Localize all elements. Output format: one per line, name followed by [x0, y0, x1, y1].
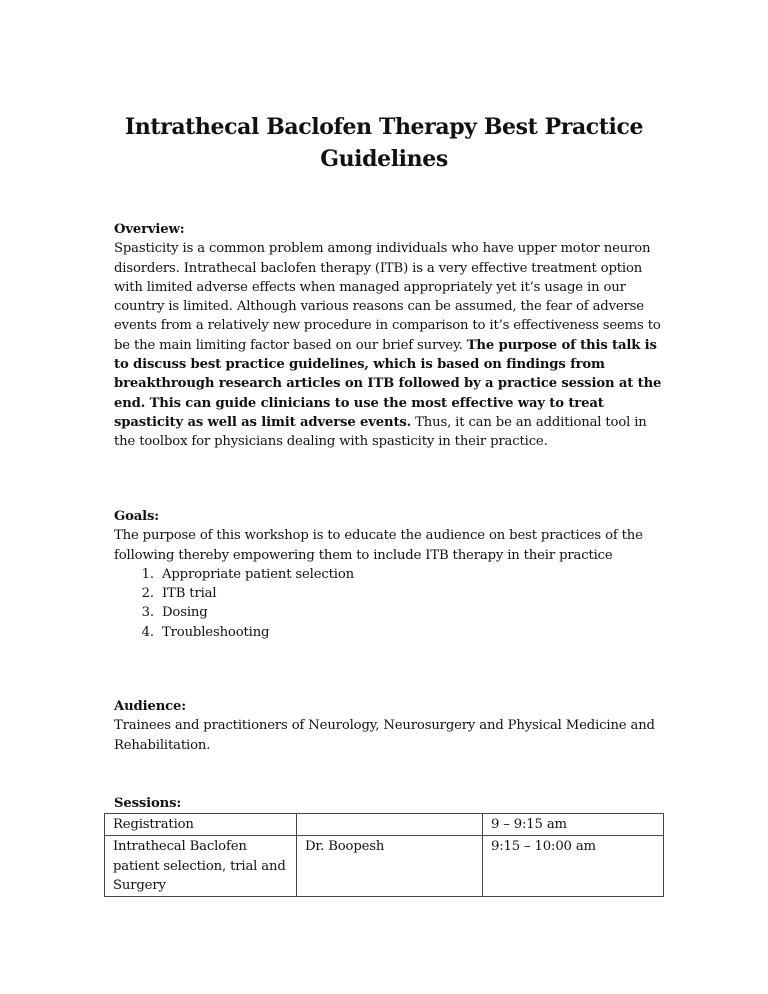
speaker-cell: [297, 814, 483, 836]
title-line-2: Guidelines: [320, 146, 448, 172]
goals-section: [114, 507, 662, 642]
overview-section: [114, 220, 662, 452]
overview-text-part-2: Thus, it can be an additional tool in the toolbox for physicians dealing with spasticity in their practice.: [114, 414, 647, 450]
sessions-section: [114, 794, 662, 813]
speaker-cell: Dr. Boopesh: [297, 836, 483, 897]
table-row: [105, 836, 664, 897]
session-cell: Registration: [105, 814, 297, 836]
goals-intro: The purpose of this workshop is to educate the audience on best practices of the following thereby empowering them to include ITB therapy in their practice: [114, 528, 643, 563]
overview-heading: Overview:: [114, 222, 185, 237]
audience-text: Trainees and practitioners of Neurology, Neurosurgery and Physical Medicine and Rehabilitation.: [114, 718, 655, 753]
goal-item: 1. Appropriate patient selection: [158, 565, 662, 584]
goal-item: 2. ITB trial: [158, 584, 662, 603]
goal-item: 4. Troubleshooting: [158, 623, 662, 642]
table-row: [105, 814, 664, 836]
audience-section: [114, 697, 662, 755]
goals-heading: Goals:: [114, 509, 160, 524]
time-cell: 9:15 – 10:00 am: [483, 836, 664, 897]
sessions-heading: Sessions:: [114, 796, 182, 811]
sessions-table: [104, 813, 664, 897]
goals-list: [114, 565, 662, 642]
overview-text-part-1: Spasticity is a common problem among individuals who have upper motor neuron disorders. Intrathecal baclofen therapy (ITB) is a very effective treatment option with limited adverse effects when managed appropriately yet it’s usage in our country is limited. Although various reasons can be assumed, the fear of adverse events from a relatively new procedure in comparison to it’s effectiveness seems to be the main limiting factor based on our brief survey.: [114, 241, 661, 353]
session-cell: Intrathecal Baclofen patient selection, trial and Surgery: [105, 836, 297, 897]
document-title: [114, 111, 654, 175]
time-cell: 9 – 9:15 am: [483, 814, 664, 836]
overview-text-bold: The purpose of this talk is to discuss best practice guidelines, which is based on findings from breakthrough research articles on ITB followed by a practice session at the end. This can guide clinicians to use the most effective way to treat spasticity as well as limit adverse events.: [114, 337, 662, 430]
audience-heading: Audience:: [114, 699, 186, 714]
goal-item: 3. Dosing: [158, 603, 662, 622]
title-line-1: Intrathecal Baclofen Therapy Best Practice: [124, 114, 644, 140]
